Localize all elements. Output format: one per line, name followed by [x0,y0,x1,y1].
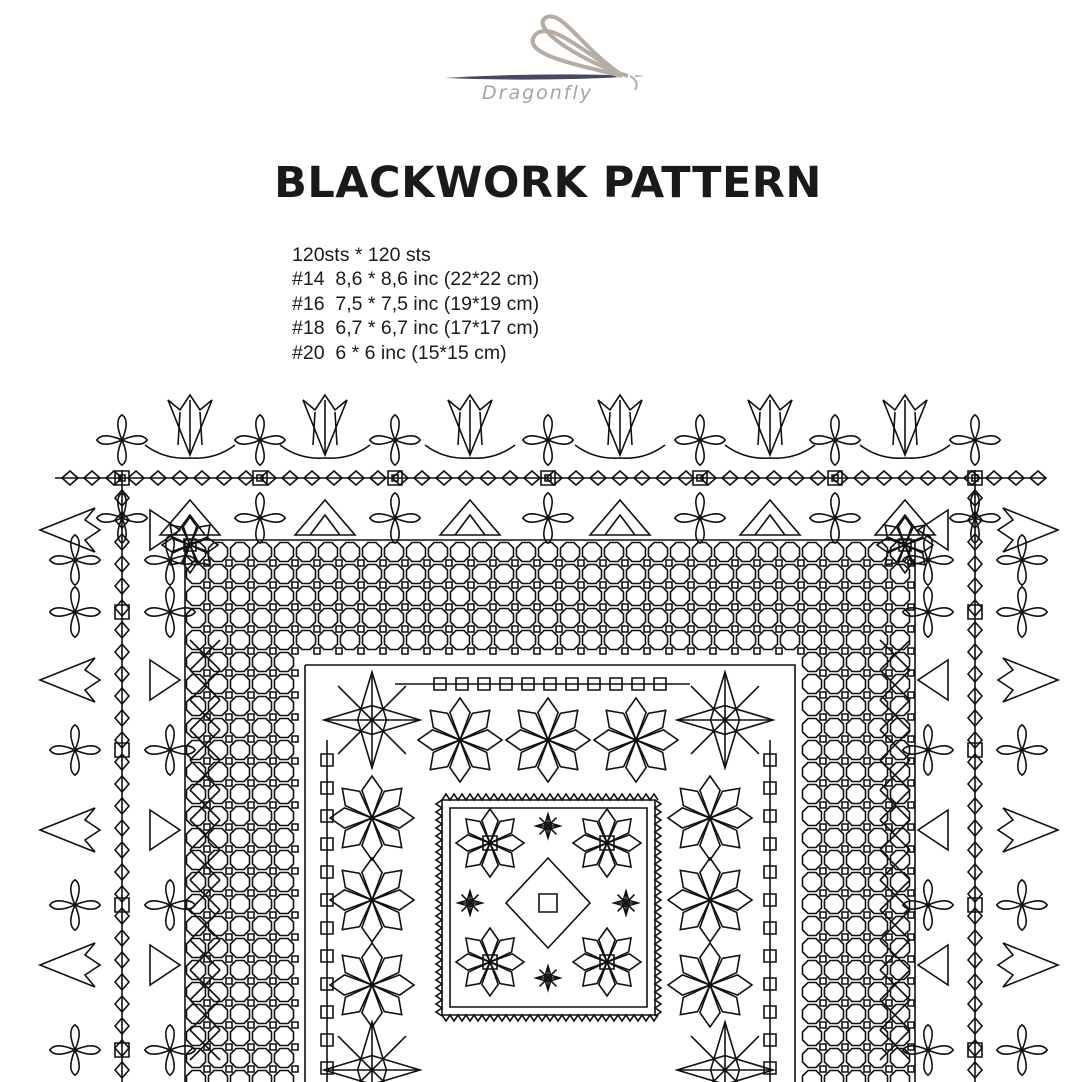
pattern-specs [292,243,539,365]
spec-size-14: #14 8,6 * 8,6 inc (22*22 cm) [292,268,540,291]
logo-text: Dragonfly [482,82,594,104]
page-title: BLACKWORK PATTERN [274,158,822,208]
octagon-lattice-band [185,540,915,1082]
spec-size-18: #18 6,7 * 6,7 inc (17*17 cm) [292,317,540,340]
spec-size-20: #20 6 * 6 inc (15*15 cm) [292,341,507,364]
blackwork-pattern [0,380,1082,1082]
spec-size-16: #16 7,5 * 7,5 inc (19*19 cm) [292,292,540,315]
spec-stitch-count: 120sts * 120 sts [292,244,431,266]
